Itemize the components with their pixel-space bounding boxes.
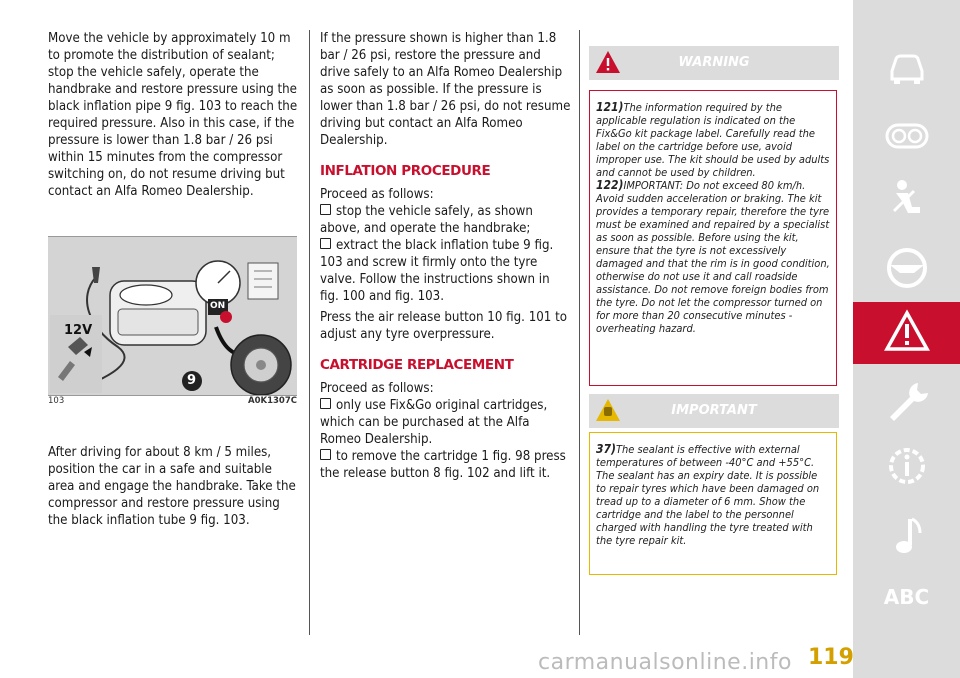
figure-caption xyxy=(48,396,297,406)
music-note-icon[interactable] xyxy=(853,506,960,566)
warning-triangle-icon[interactable] xyxy=(853,302,960,362)
column-left-continued xyxy=(48,444,298,529)
checkbox-bullet-icon xyxy=(320,449,331,460)
list-item: extract the black inflation tube 9 fig. 103 and screw it firmly onto the tyre valve. Follow the instructions shown in fig. 100 and fig. 103. xyxy=(320,238,554,304)
car-icon[interactable] xyxy=(853,38,960,98)
dashboard-gauges-icon[interactable] xyxy=(853,106,960,166)
checkbox-bullet-icon xyxy=(320,238,331,249)
compressor-illustration xyxy=(48,237,297,395)
label-12v: 12V xyxy=(64,323,93,338)
figure-code: A0K1307C xyxy=(248,396,297,406)
list-item: stop the vehicle safely, as shown above, and operate the handbrake; xyxy=(320,204,533,236)
checkbox-bullet-icon xyxy=(320,204,331,215)
figure-103 xyxy=(48,236,297,396)
list-item: only use Fix&Go original cartridges, which can be purchased at the Alfa Romeo Dealership. xyxy=(320,398,548,447)
warning-item-121: 121)The information required by the applicable regulation is indicated on the Fix&Go kit package label. Carefully read the label on the cartridge before use, avoid improper use. The kit should be used by adults and cannot be used by children. xyxy=(596,100,830,179)
column-divider xyxy=(309,30,310,635)
watermark: carmanualsonline.info xyxy=(538,650,792,675)
warning-body xyxy=(589,90,837,386)
important-body xyxy=(589,432,837,575)
callout-number: 9 xyxy=(187,373,197,388)
warning-header xyxy=(589,46,839,80)
section-heading-cartridge: CARTRIDGE REPLACEMENT xyxy=(320,357,514,373)
label-on: ON xyxy=(210,301,226,311)
list-item: to remove the cartridge 1 fig. 98 press the release button 8 fig. 102 and lift it. xyxy=(320,449,566,481)
paragraph: After driving for about 8 km / 5 miles, position the car in a safe and suitable area and engage the handbrake. Take the compressor and restore pressure using the black inflation tube 9 fig. 103. xyxy=(48,445,296,528)
warning-title: WARNING xyxy=(678,55,750,70)
chapter-sidebar xyxy=(853,0,960,678)
warning-item-122: 122)IMPORTANT: Do not exceed 80 km/h. Avoid sudden acceleration or braking. The kit provides a temporary repair, therefore the tyre must be examined and repaired by a specialist as soon as possible. Before using the kit, ensure that the tyre is not excessively damaged and that the rim is in good condition, otherwise do not use it and call roadside assistance. Do not remove foreign bodies from the tyre. Do not let the compressor turned on for more than 20 consecutive minutes - overheating hazard. xyxy=(596,178,830,335)
column-left xyxy=(48,30,298,200)
paragraph: If the pressure shown is higher than 1.8 bar / 26 psi, restore the pressure and drive safely to an Alfa Romeo Dealership as soon as possible. If the pressure is lower than 1.8 bar / 26 psi, do not resume driving but contact an Alfa Romeo Dealership. xyxy=(320,31,571,148)
page-number: 119 xyxy=(808,645,854,670)
caution-hand-icon xyxy=(595,398,621,422)
column-divider xyxy=(579,30,580,635)
intro-text: Proceed as follows: xyxy=(320,187,434,202)
important-header xyxy=(589,394,839,428)
seat-belt-passenger-icon[interactable] xyxy=(853,170,960,230)
paragraph: Press the air release button 10 fig. 101 to adjust any tyre overpressure. xyxy=(320,310,568,342)
intro-text: Proceed as follows: xyxy=(320,381,434,396)
gear-info-icon[interactable] xyxy=(853,436,960,496)
section-heading-inflation: INFLATION PROCEDURE xyxy=(320,163,491,179)
column-middle xyxy=(320,30,572,482)
warning-triangle-icon xyxy=(595,50,621,74)
wrench-icon[interactable] xyxy=(853,372,960,432)
steering-wheel-icon[interactable] xyxy=(853,238,960,298)
paragraph: Move the vehicle by approximately 10 m to promote the distribution of sealant; stop the vehicle safely, operate the handbrake and restore pressure using the black inflation pipe 9 fig. 103 to reach the required pressure. Also in this case, if the pressure is lower than 1.8 bar / 26 psi within 15 minutes from the compressor switching on, do not resume driving but contact an Alfa Romeo Dealership. xyxy=(48,31,298,199)
important-title: IMPORTANT xyxy=(671,403,757,418)
checkbox-bullet-icon xyxy=(320,398,331,409)
index-abc-tab[interactable]: ABC xyxy=(883,585,930,609)
important-item-37: 37)The sealant is effective with external temperatures of between -40°C and +55°C. The sealant has an expiry date. It is possible to repair tyres which have been damaged on tread up to a diameter of 6 mm. Show the cartridge and the label to the personnel charged with handling the tyre treated with the tyre repair kit. xyxy=(596,442,820,547)
figure-number: 103 xyxy=(48,396,65,406)
